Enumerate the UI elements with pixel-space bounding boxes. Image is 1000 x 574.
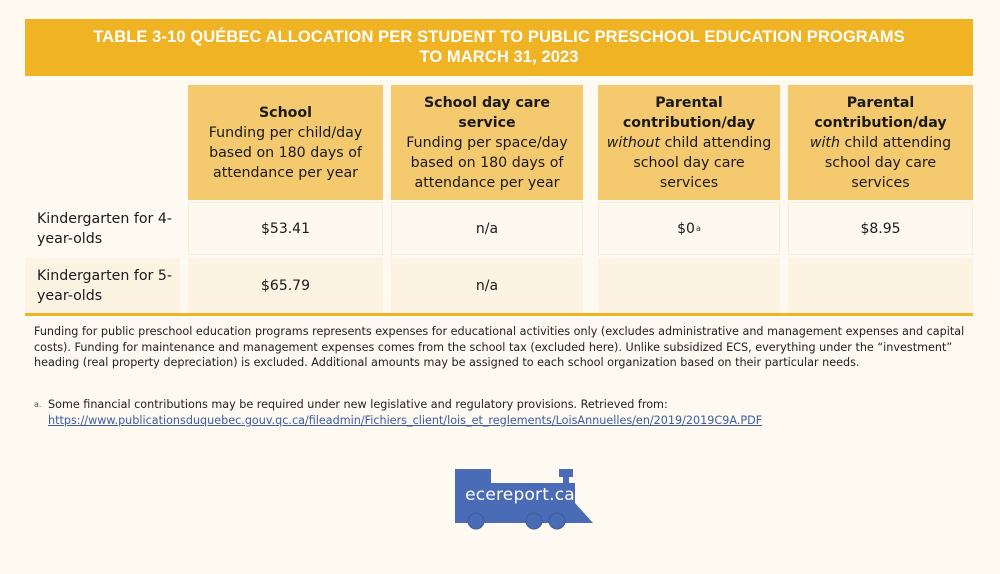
column-header-school (188, 85, 383, 200)
column-header-parental-without (598, 85, 780, 200)
table-title-line2: TO MARCH 31, 2023 (419, 48, 579, 66)
column-description: Funding per space/day based on 180 days of attendance per year (406, 134, 568, 191)
table-cell: n/a (391, 202, 583, 255)
table-cell: $8.95 (788, 202, 973, 255)
column-description (604, 133, 774, 193)
column-description-rest: child attending school day care services (633, 134, 772, 191)
table-cell: $65.79 (188, 258, 383, 313)
table-cell (788, 258, 973, 313)
footnote-body (48, 397, 974, 428)
row-label-5-year-olds: Kindergarten for 5-year-olds (25, 258, 180, 313)
column-description-rest: child attending school day care services (824, 134, 952, 191)
table-notes: Funding for public preschool education programs represents expenses for educational activities only (excludes administrative and management expenses and capital costs). Funding for maintenance and management expenses comes from the school tax (excluded here). Unlike subsidized ECS, everything under the “investment” heading (real property depreciation) is excluded. Additional amounts may be assigned to each school organization based on their particular needs. (34, 325, 965, 370)
footnote-marker: a. (34, 400, 42, 409)
table-cell (598, 202, 780, 255)
column-description (794, 133, 967, 193)
column-heading: Parental contribution/day (814, 94, 947, 131)
row-label-4-year-olds: Kindergarten for 4-year-olds (37, 210, 173, 247)
column-description: Funding per child/day based on 180 days of attendance per year (208, 124, 363, 181)
column-description-emphasis: without (606, 134, 661, 151)
column-heading: Parental contribution/day (622, 94, 756, 131)
table-title-line1: TABLE 3-10 QUÉBEC ALLOCATION PER STUDENT TO PUBLIC PRESCHOOL EDUCATION PROGRAMS (93, 28, 905, 46)
column-heading: School day care service (423, 94, 551, 131)
table-cell: $53.41 (188, 202, 383, 255)
logo-text: ecereport.ca (465, 485, 575, 505)
table-cell (598, 258, 780, 313)
column-header-parental-with (788, 85, 973, 200)
footnote-ref: a (695, 224, 701, 233)
table-bottom-rule (25, 313, 973, 316)
column-heading: School (258, 104, 313, 121)
footnote-source-link[interactable]: https://www.publicationsduquebec.gouv.qc.ca/fileadmin/Fichiers_client/lois_et_reglements/LoisAnnuelles/en/2019/2019C9A.PDF (48, 413, 763, 427)
cell-value: $0 (677, 220, 695, 237)
footnote-text: Some financial contributions may be required under new legislative and regulatory provisions. Retrieved from: (48, 398, 668, 411)
column-header-school-day-care (391, 85, 583, 200)
footnote-a (34, 397, 974, 428)
table-title-banner (25, 19, 973, 76)
column-description-emphasis: with (809, 134, 840, 151)
table-cell: n/a (391, 258, 583, 313)
